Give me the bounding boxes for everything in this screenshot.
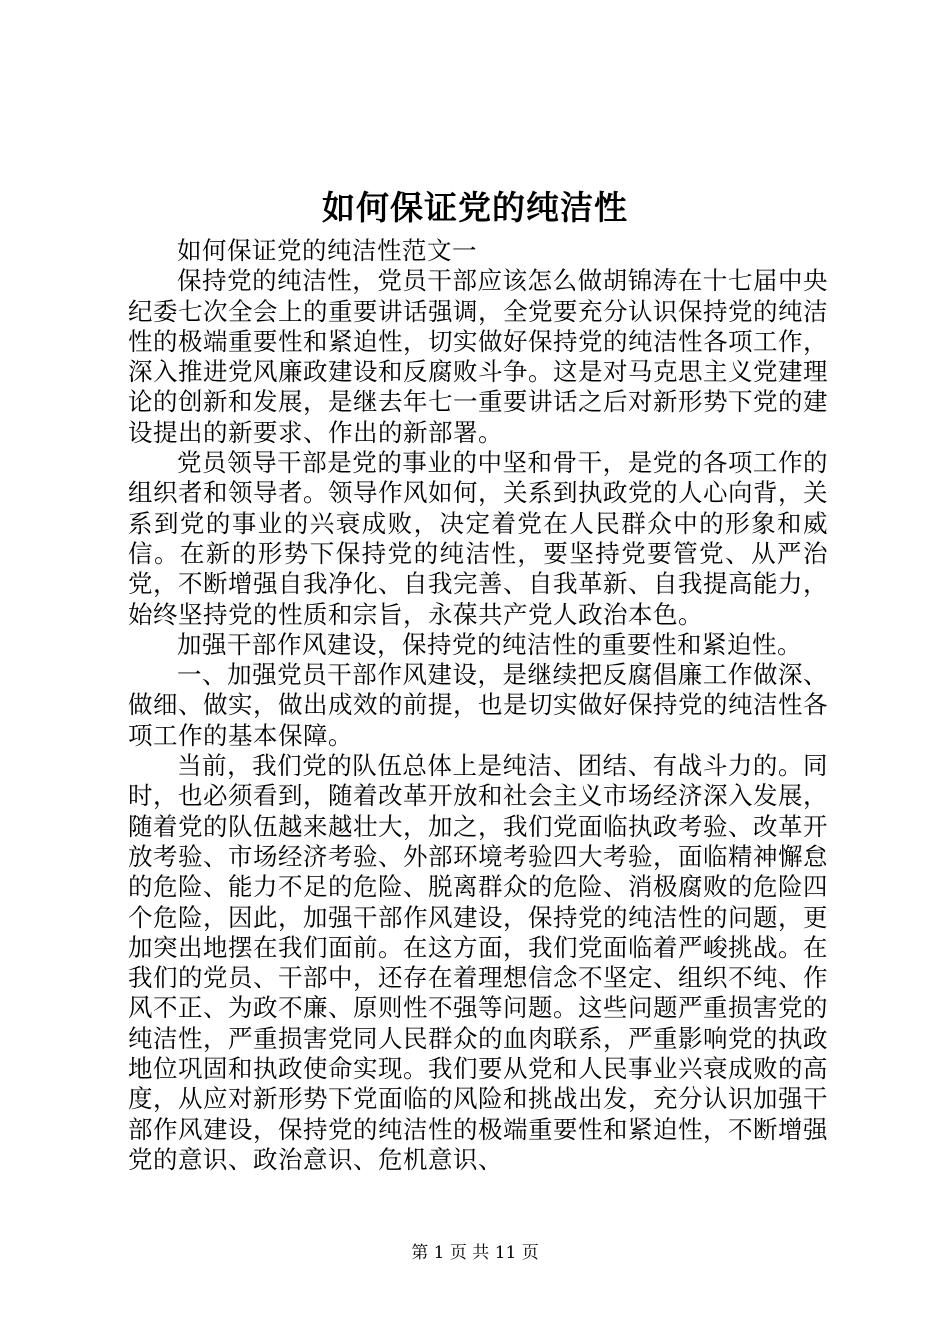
page-number-footer: 第 1 页 共 11 页	[411, 1243, 539, 1263]
document-title: 如何保证党的纯洁性	[322, 188, 628, 227]
paragraph: 一、加强党员干部作风建设，是继续把反腐倡廉工作做深、做细、做实，做出成效的前提，也是切实做好保持党的纯洁性各项工作的基本保障。	[128, 660, 828, 750]
document-body	[128, 236, 828, 1175]
paragraph: 加强干部作风建设，保持党的纯洁性的重要性和紧迫性。	[177, 629, 802, 659]
paragraph: 党员领导干部是党的事业的中坚和骨干，是党的各项工作的组织者和领导者。领导作风如何，关系到执政党的人心向背，关系到党的事业的兴衰成败，决定着党在人民群众中的形象和威信。在新的形势下保持党的纯洁性，要坚持党要管党、从严治党，不断增强自我净化、自我完善、自我革新、自我提高能力，始终坚持党的性质和宗旨，永葆共产党人政治本色。	[128, 448, 828, 629]
paragraph: 当前，我们党的队伍总体上是纯洁、团结、有战斗力的。同时，也必须看到，随着改革开放和社会主义市场经济深入发展，随着党的队伍越来越壮大，加之，我们党面临执政考验、改革开放考验、市场经济考验、外部环境考验四大考验，面临精神懈怠的危险、能力不足的危险、脱离群众的危险、消极腐败的危险四个危险，因此，加强干部作风建设，保持党的纯洁性的问题，更加突出地摆在我们面前。在这方面，我们党面临着严峻挑战。在我们的党员、干部中，还存在着理想信念不坚定、组织不纯、作风不正、为政不廉、原则性不强等问题。这些问题严重损害党的纯洁性，严重损害党同人民群众的血肉联系，严重影响党的执政地位巩固和执政使命实现。我们要从党和人民事业兴衰成败的高度，从应对新形势下党面临的风险和挑战出发，充分认识加强干部作风建设，保持党的纯洁性的极端重要性和紧迫性，不断增强党的意识、政治意识、危机意识、	[128, 751, 828, 1174]
paragraph: 保持党的纯洁性，党员干部应该怎么做胡锦涛在十七届中央纪委七次全会上的重要讲话强调，全党要充分认识保持党的纯洁性的极端重要性和紧迫性，切实做好保持党的纯洁性各项工作，深入推进党风廉政建设和反腐败斗争。这是对马克思主义党建理论的创新和发展，是继去年七一重要讲话之后对新形势下党的建设提出的新要求、作出的新部署。	[128, 266, 828, 447]
paragraph-subtitle: 如何保证党的纯洁性范文一	[177, 236, 477, 265]
